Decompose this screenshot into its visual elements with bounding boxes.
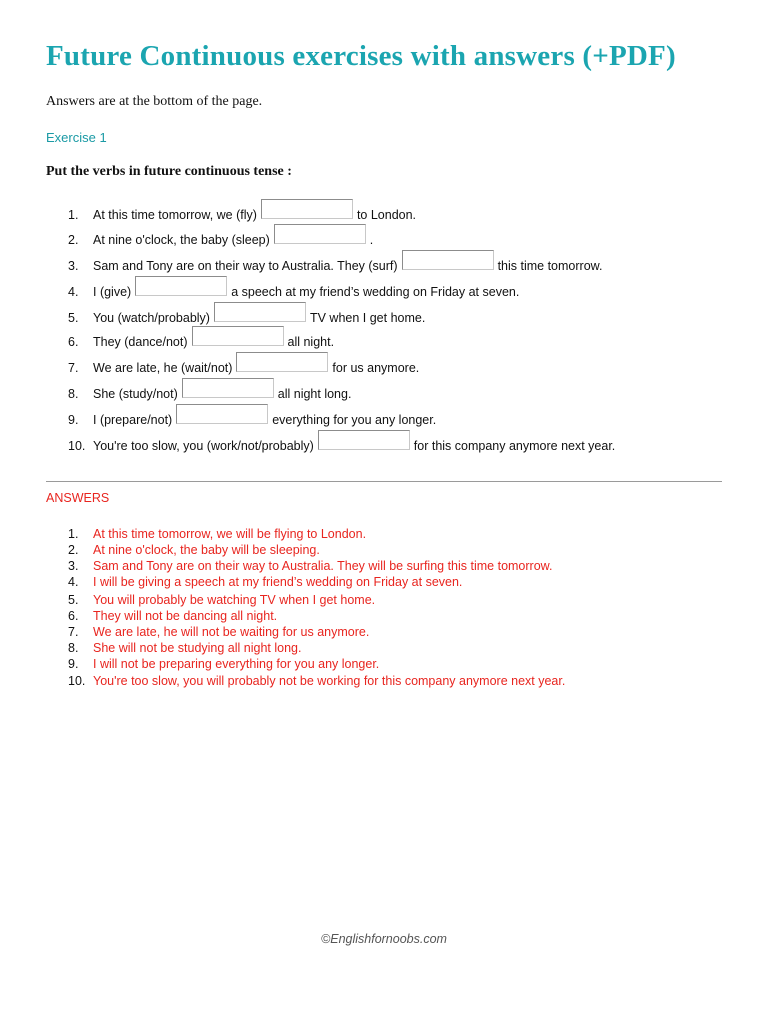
answer-item — [68, 558, 552, 574]
answer-input[interactable] — [261, 199, 353, 219]
answer-number: 3. — [68, 559, 79, 573]
question-item — [68, 308, 425, 328]
question-before: I (prepare/not) — [93, 413, 173, 427]
answer-item — [68, 624, 369, 640]
answer-text: I will not be preparing everything for you any longer. — [93, 657, 380, 671]
question-item — [68, 358, 419, 378]
question-item — [68, 230, 373, 250]
answer-input[interactable] — [135, 276, 227, 296]
question-after: . — [369, 233, 374, 247]
question-after: for us anymore. — [332, 361, 420, 375]
question-number: 3. — [68, 259, 79, 273]
answer-text: Sam and Tony are on their way to Australia. They will be surfing this time tomorrow. — [93, 559, 553, 573]
question-number: 2. — [68, 233, 79, 247]
question-number: 5. — [68, 311, 79, 325]
answer-number: 9. — [68, 657, 79, 671]
question-number: 4. — [68, 285, 79, 299]
answer-input[interactable] — [214, 302, 306, 322]
answer-text: We are late, he will not be waiting for us anymore. — [93, 625, 370, 639]
question-after: this time tomorrow. — [497, 259, 603, 273]
answer-text: At this time tomorrow, we will be flying to London. — [93, 527, 367, 541]
question-item — [68, 410, 436, 430]
question-after: all night long. — [277, 387, 352, 401]
answer-text: I will be giving a speech at my friend’s wedding on Friday at seven. — [93, 575, 463, 589]
question-before: Sam and Tony are on their way to Australia. They (surf) — [93, 259, 398, 273]
question-after: for this company anymore next year. — [413, 439, 616, 453]
page-title: Future Continuous exercises with answers (+PDF) — [46, 40, 676, 72]
answer-item — [68, 592, 375, 608]
question-before: I (give) — [93, 285, 132, 299]
question-item — [68, 256, 602, 276]
question-before: At nine o'clock, the baby (sleep) — [93, 233, 270, 247]
instruction-text: Put the verbs in future continuous tense : — [46, 164, 292, 179]
question-number: 8. — [68, 387, 79, 401]
answer-input[interactable] — [402, 250, 494, 270]
answer-number: 5. — [68, 593, 79, 607]
question-number: 10. — [68, 439, 86, 453]
answer-number: 1. — [68, 527, 79, 541]
answer-number: 7. — [68, 625, 79, 639]
question-after: everything for you any longer. — [272, 413, 437, 427]
answer-item — [68, 526, 366, 542]
answer-number: 8. — [68, 641, 79, 655]
answer-input[interactable] — [236, 352, 328, 372]
question-number: 6. — [68, 335, 79, 349]
answer-text: You're too slow, you will probably not be working for this company anymore next year. — [93, 674, 566, 688]
question-after: TV when I get home. — [309, 311, 426, 325]
answer-input[interactable] — [176, 404, 268, 424]
answer-input[interactable] — [274, 224, 366, 244]
answer-number: 4. — [68, 575, 79, 589]
question-item — [68, 384, 351, 404]
question-after: a speech at my friend’s wedding on Friday at seven. — [231, 285, 520, 299]
answer-item — [68, 574, 462, 590]
question-after: all night. — [287, 335, 335, 349]
question-number: 1. — [68, 208, 79, 222]
answers-heading: ANSWERS — [46, 491, 110, 505]
answer-input[interactable] — [182, 378, 274, 398]
answer-text: They will not be dancing all night. — [93, 609, 278, 623]
question-before: At this time tomorrow, we (fly) — [93, 208, 257, 222]
answer-item — [68, 656, 379, 672]
answer-text: You will probably be watching TV when I get home. — [93, 593, 376, 607]
question-number: 9. — [68, 413, 79, 427]
answer-text: She will not be studying all night long. — [93, 641, 302, 655]
answer-input[interactable] — [192, 326, 284, 346]
question-before: You (watch/probably) — [93, 311, 210, 325]
answer-item — [68, 673, 565, 689]
exercise-label: Exercise 1 — [46, 130, 107, 145]
answer-item — [68, 542, 320, 558]
footer-credit: ©Englishfornoobs.com — [321, 932, 447, 946]
question-item — [68, 332, 334, 352]
question-item — [68, 436, 615, 456]
question-number: 7. — [68, 361, 79, 375]
answer-input[interactable] — [318, 430, 410, 450]
question-item — [68, 205, 416, 225]
answer-number: 6. — [68, 609, 79, 623]
answer-item — [68, 608, 277, 624]
answer-number: 10. — [68, 674, 86, 688]
question-before: We are late, he (wait/not) — [93, 361, 233, 375]
answer-item — [68, 640, 301, 656]
section-divider — [46, 481, 722, 482]
intro-text: Answers are at the bottom of the page. — [46, 94, 263, 109]
answer-text: At nine o'clock, the baby will be sleeping. — [93, 543, 320, 557]
question-before: You're too slow, you (work/not/probably) — [93, 439, 314, 453]
question-after: to London. — [356, 208, 417, 222]
answer-number: 2. — [68, 543, 79, 557]
question-before: She (study/not) — [93, 387, 178, 401]
question-before: They (dance/not) — [93, 335, 188, 349]
question-item — [68, 282, 519, 302]
